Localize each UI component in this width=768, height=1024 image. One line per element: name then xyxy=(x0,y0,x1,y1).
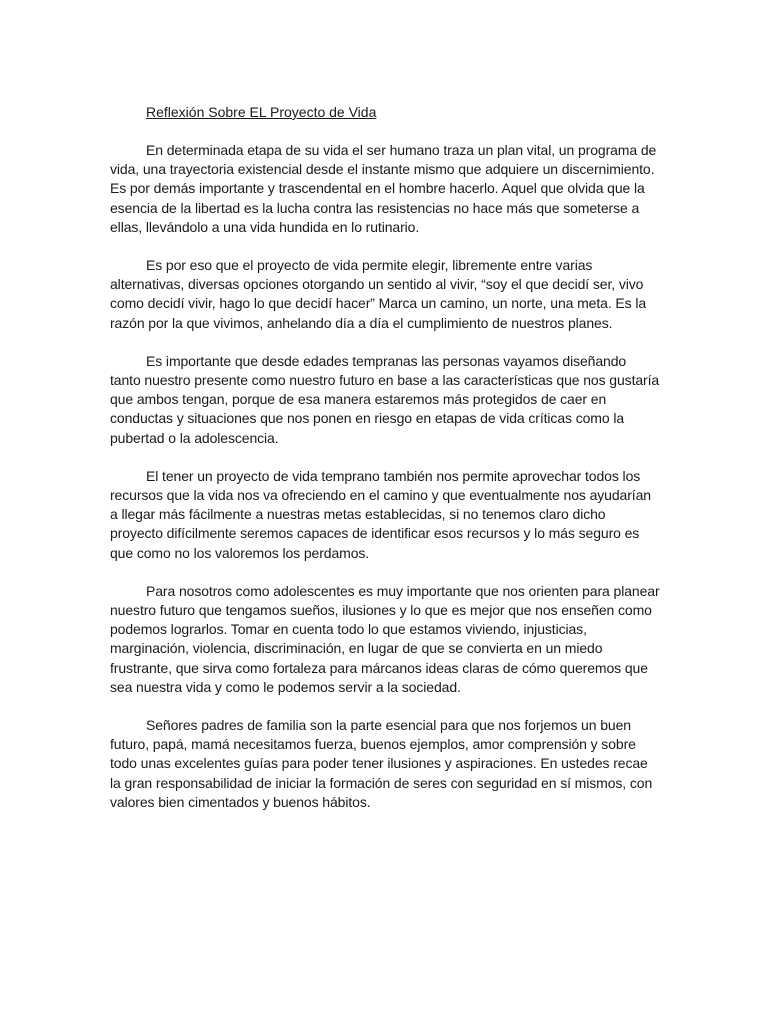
paragraph-6: Señores padres de familia son la parte esencial para que nos forjemos un buen futuro, papá, mamá necesitamos fuerza, buenos ejemplos, amor comprensión y sobre todo unas excelentes guías para poder tener ilusiones y aspiraciones. En ustedes recae la gran responsabilidad de iniciar la formación de seres con seguridad en sí mismos, con valores bien cimentados y buenos hábitos. xyxy=(110,717,653,810)
paragraph-5: Para nosotros como adolescentes es muy importante que nos orienten para planear nuestro futuro que tengamos sueños, ilusiones y lo que es mejor que nos enseñen como podemos lograrlos. Tomar en cuenta todo lo que estamos viviendo, injusticias, marginación, violencia, discriminación, en lugar de que se convierta en un miedo frustrante, que sirva como fortaleza para márcanos ideas claras de cómo queremos que sea nuestra vida y como le podemos servir a la sociedad. xyxy=(110,582,660,695)
paragraph-1: En determinada etapa de su vida el ser humano traza un plan vital, un programa de vida, una trayectoria existencial desde el instante mismo que adquiere un discernimiento. Es por demás importante y trascendental en el hombre hacerlo. Aquel que olvida que la esencia de la libertad es la lucha contra las resistencias no hace más que someterse a ellas, llevándolo a una vida hundida en lo rutinario. xyxy=(110,142,657,235)
document-title xyxy=(110,103,660,122)
paragraph-2: Es por eso que el proyecto de vida permite elegir, libremente entre varias alternativas, diversas opciones otorgando un sentido al vivir, “soy el que decidí ser, vivo como decidí vivir, hago lo que decidí hacer” Marca un camino, un norte, una meta. Es la razón por la que vivimos, anhelando día a día el cumplimiento de nuestros planes. xyxy=(110,257,647,331)
document-title-text: Reflexión Sobre EL Proyecto de Vida xyxy=(146,104,377,120)
document-body xyxy=(110,103,660,831)
paragraph-3: Es importante que desde edades tempranas las personas vayamos diseñando tanto nuestro presente como nuestro futuro en base a las características que nos gustaría que ambos tengan, porque de esa manera estaremos más protegidos de caer en conductas y situaciones que nos ponen en riesgo en etapas de vida críticas como la pubertad o la adolescencia. xyxy=(110,352,660,446)
paragraph-4: El tener un proyecto de vida temprano también nos permite aprovechar todos los recursos que la vida nos va ofreciendo en el camino y que eventualmente nos ayudarían a llegar más fácilmente a nuestras metas establecidas, si no tenemos claro dicho proyecto difícilmente seremos capaces de identificar esos recursos y lo más seguro es que como no los valoremos los perdamos. xyxy=(110,467,651,561)
